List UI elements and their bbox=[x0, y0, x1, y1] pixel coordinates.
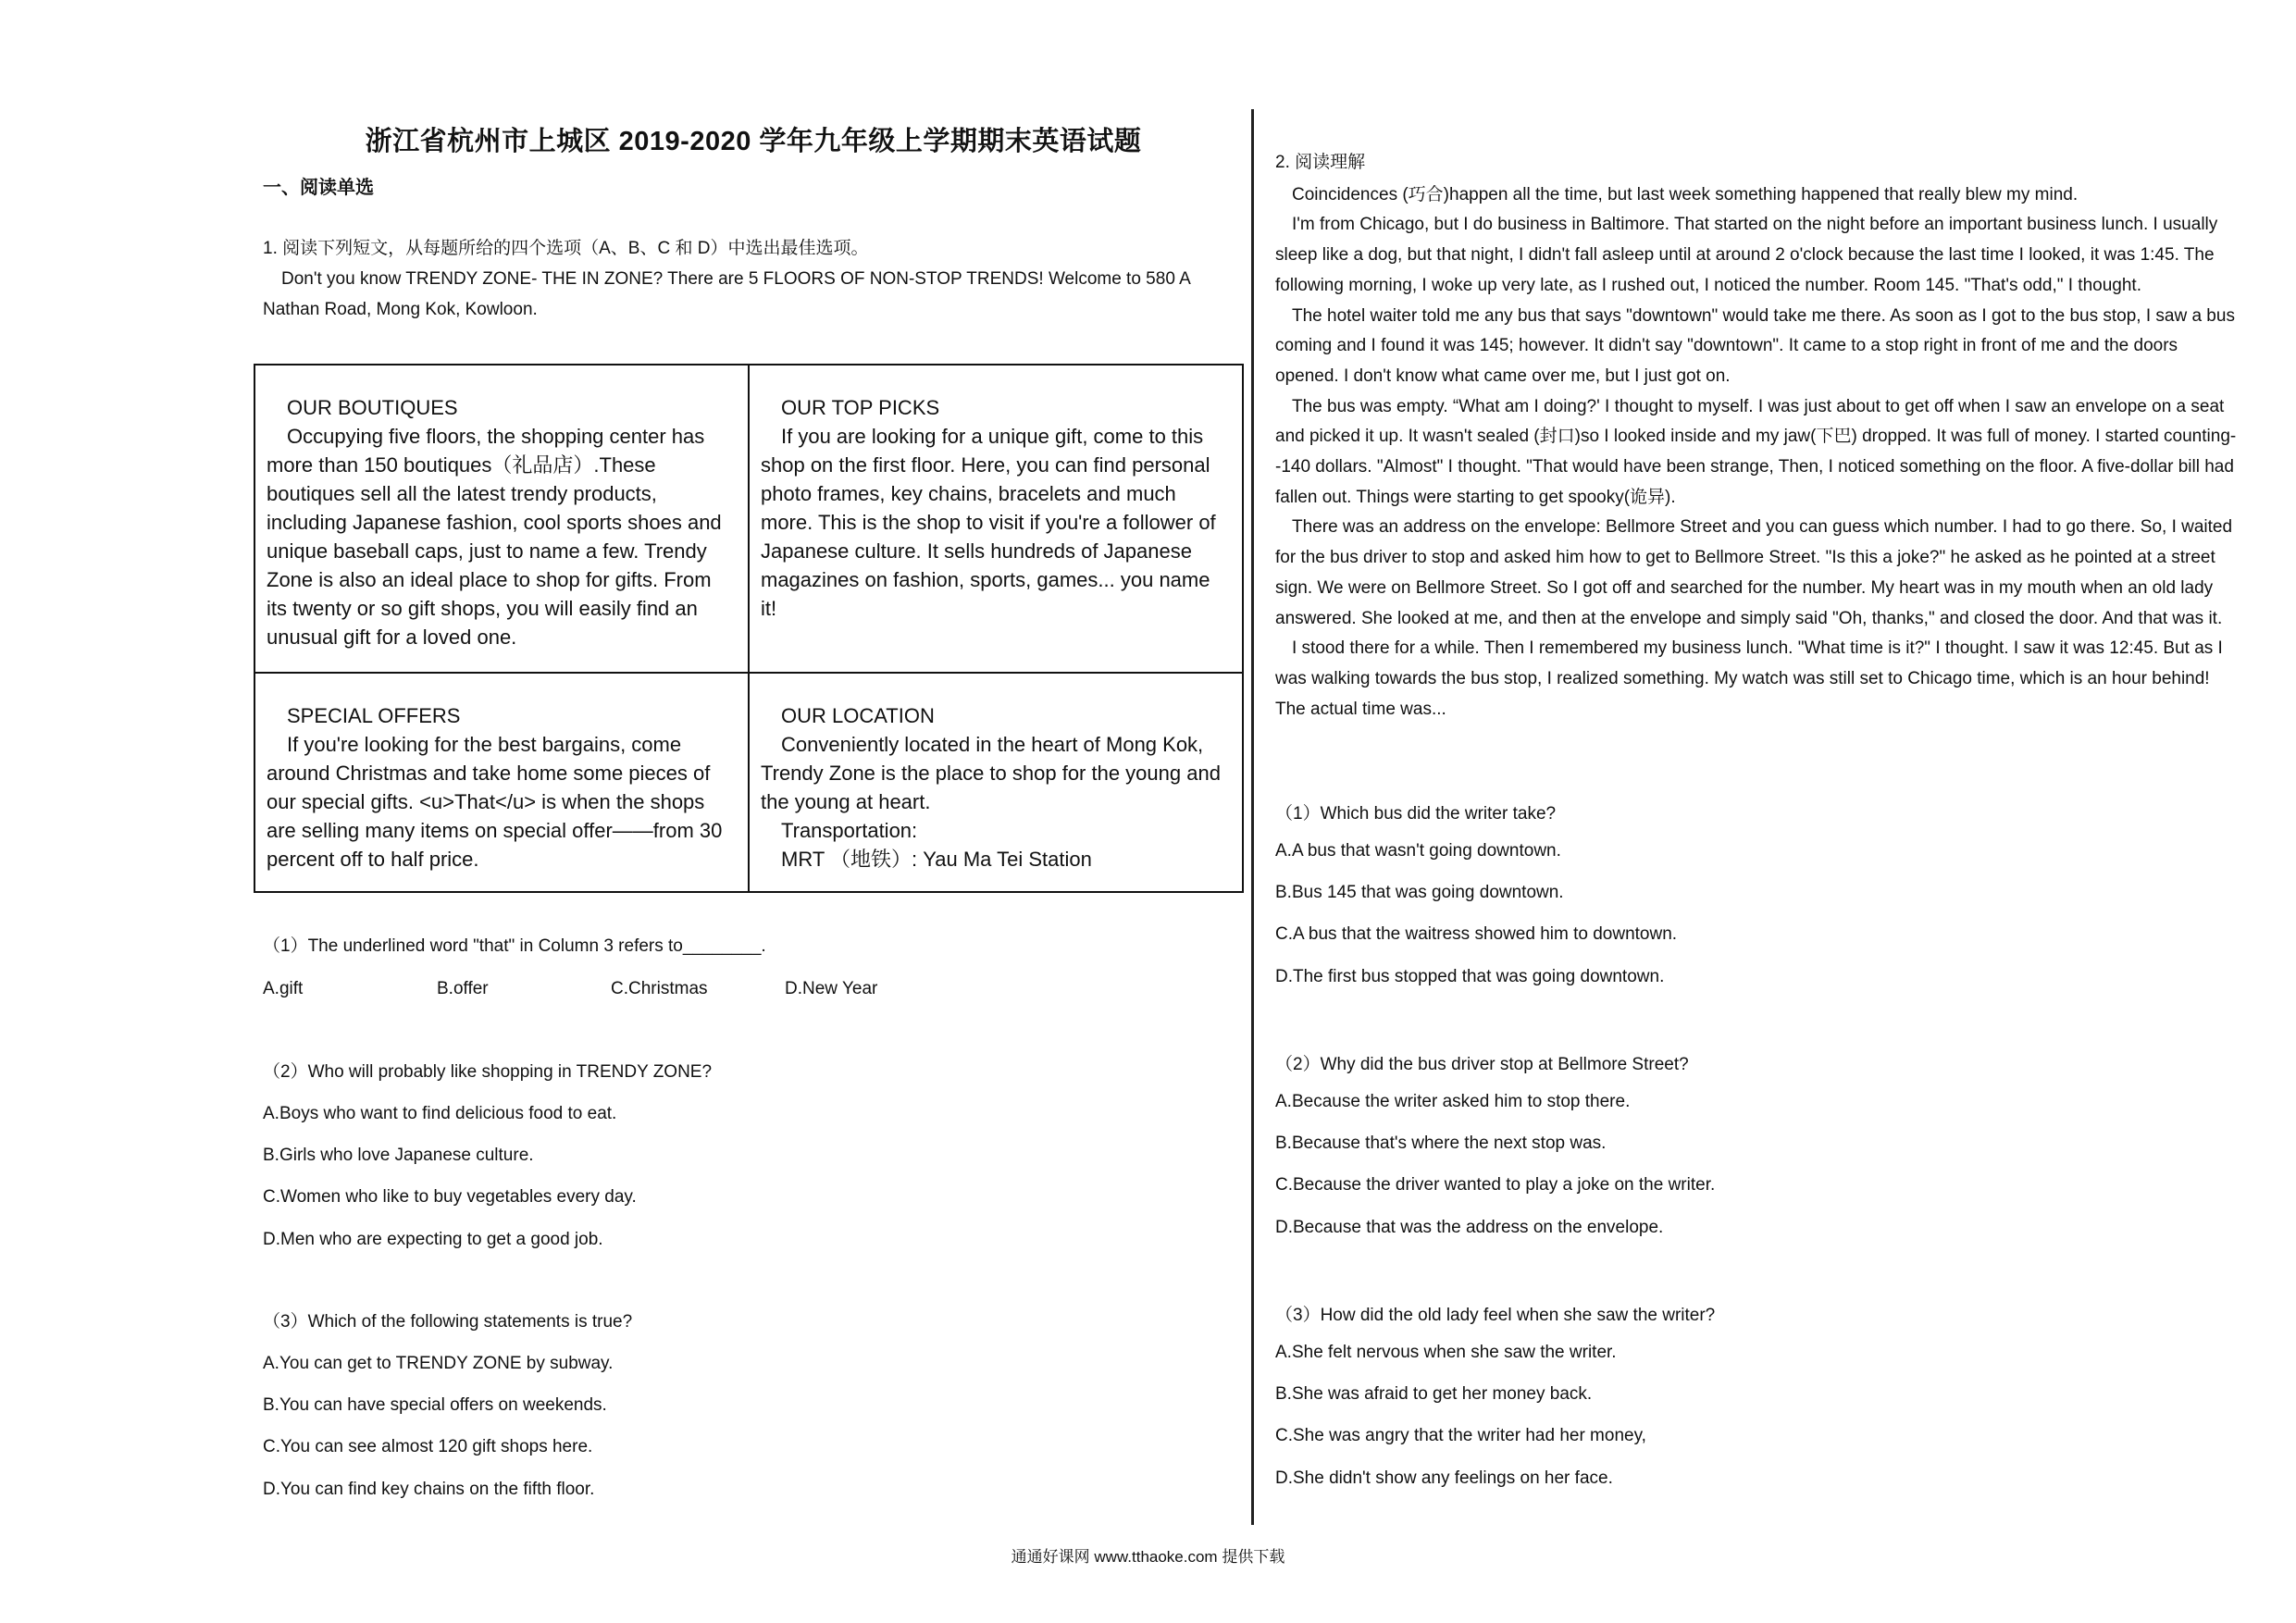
option: B.offer bbox=[437, 979, 489, 998]
box-heading: OUR TOP PICKS bbox=[781, 396, 940, 419]
page-footer: 通通好课网 www.tthaoke.com 提供下载 bbox=[1011, 1548, 1285, 1566]
passage-paragraph: There was an address on the envelope: Bellmore Street and you can guess which number. I had to go there. So, I waited for the bus driver to stop and asked him how to get to Bellmore Street. "Is this a joke?" he asked as he pointed at a street sign. We were on Bellmore Street. So I got off and searched for the number. My heart was in my mouth when an old lady answered. She looked at me, and then at the envelope and simply said "Oh, thanks," and closed the door. And that was it. bbox=[1275, 517, 2233, 628]
passage-paragraph: The hotel waiter told me any bus that says "downtown" would take me there. As soon as I got to the bus stop, I saw a bus coming and I found it was 145; however. It didn't say "downtown". It came to a stop right in front of me and the doors opened. I don't know what came over me, but I just got on. bbox=[1275, 305, 2235, 386]
option: A.She felt nervous when she saw the writer. bbox=[1275, 1343, 1617, 1362]
option: C.Because the driver wanted to play a joke on the writer. bbox=[1275, 1175, 1716, 1195]
option: A.gift bbox=[263, 979, 304, 998]
passage-paragraph: I stood there for a while. Then I remembered my business lunch. "What time is it?" I thought. I saw it was 12:45. But as I was walking towards the bus stop, I realized something. My watch was still set to Chicago time, which is an hour behind! The actual time was... bbox=[1275, 638, 2223, 719]
box-text: If you are looking for a unique gift, come to this shop on the first floor. Here, you can find personal photo frames, key chains, bracelets and much more. This is the shop to visit if you're a follower of Japanese culture. It sells hundreds of Japanese magazines on fashion, sports, games... you name it! bbox=[761, 425, 1216, 620]
info-table bbox=[254, 364, 1244, 893]
section-heading: 一、阅读单选 bbox=[263, 178, 374, 198]
box-heading: SPECIAL OFFERS bbox=[287, 704, 461, 728]
box-special-offers bbox=[254, 673, 749, 892]
box-text: If you're looking for the best bargains, come around Christmas and take home some pieces of our special gifts. <u>That</u> is when the shops are selling many items on special offer——from 30 percent off to half price. bbox=[267, 733, 723, 872]
option: D.Because that was the address on the envelope. bbox=[1275, 1218, 1664, 1237]
option: C.Women who like to buy vegetables every day. bbox=[263, 1187, 637, 1207]
option: C.She was angry that the writer had her money, bbox=[1275, 1426, 1646, 1445]
left-q1-options bbox=[263, 979, 1003, 999]
right-q1-stem: （1）Which bus did the writer take? bbox=[1275, 804, 1557, 824]
option: B.Girls who love Japanese culture. bbox=[263, 1146, 534, 1165]
option: C.You can see almost 120 gift shops here. bbox=[263, 1437, 593, 1456]
page-title: 浙江省杭州市上城区 2019-2020 学年九年级上学期期末英语试题 bbox=[365, 127, 1142, 156]
left-q3-stem: （3）Which of the following statements is true? bbox=[263, 1312, 633, 1332]
box-top-picks bbox=[749, 365, 1243, 673]
q1-passage-intro: Don't you know TRENDY ZONE- THE IN ZONE? There are 5 FLOORS OF NON-STOP TRENDS! Welcome to 580 A Nathan Road, Mong Kok, Kowloon. bbox=[263, 269, 1190, 319]
option: A.Boys who want to find delicious food to eat. bbox=[263, 1104, 617, 1123]
option: B.You can have special offers on weekends. bbox=[263, 1395, 607, 1415]
passage-paragraph: Coincidences (巧合)happen all the time, but last week something happened that really blew my mind. bbox=[1292, 184, 2079, 204]
q2-instruction: 2. 阅读理解 bbox=[1275, 153, 1366, 172]
option: D.New Year bbox=[785, 979, 878, 998]
box-location bbox=[749, 673, 1243, 892]
right-q3-stem: （3）How did the old lady feel when she saw the writer? bbox=[1275, 1306, 1716, 1325]
left-q2-stem: （2）Who will probably like shopping in TRENDY ZONE? bbox=[263, 1062, 713, 1082]
option: B.She was afraid to get her money back. bbox=[1275, 1384, 1593, 1404]
option: D.Men who are expecting to get a good job. bbox=[263, 1230, 603, 1249]
option: B.Bus 145 that was going downtown. bbox=[1275, 883, 1564, 902]
passage-paragraph: The bus was empty. “What am I doing?' I thought to myself. I was just about to get off when I saw an envelope on a seat and picked it up. It wasn't sealed (封口)so I looked inside and my jaw(下巴) dropped. It was full of money. I started counting--140 dollars. "Almost" I thought. "That would have been strange, Then, I noticed something on the floor. A five-dollar bill had fallen out. Things were starting to get spooky(诡异). bbox=[1275, 396, 2237, 507]
option: D.She didn't show any feelings on her face. bbox=[1275, 1468, 1613, 1488]
option: C.A bus that the waitress showed him to downtown. bbox=[1275, 924, 1678, 944]
box-boutiques bbox=[254, 365, 749, 673]
left-q1-stem: （1）The underlined word "that" in Column 3 refers to________. bbox=[263, 936, 766, 956]
box-heading: OUR LOCATION bbox=[781, 704, 935, 728]
option: D.The first bus stopped that was going downtown. bbox=[1275, 967, 1665, 986]
question-1-intro bbox=[263, 233, 1244, 325]
box-transport-label: Transportation: bbox=[781, 819, 918, 843]
option: C.Christmas bbox=[611, 979, 708, 998]
q1-instruction: 1. 阅读下列短文，从每题所给的四个选项（A、B、C 和 D）中选出最佳选项。 bbox=[263, 239, 869, 258]
option: A.You can get to TRENDY ZONE by subway. bbox=[263, 1354, 614, 1373]
passage-paragraph: I'm from Chicago, but I do business in Baltimore. That started on the night before an important business lunch. I usually sleep like a dog, but that night, I didn't fall asleep until at around 2 o'clock because the last time I looked, it was 1:45. The following morning, I woke up very late, as I rushed out, I noticed the number. Room 145. "That's odd," I thought. bbox=[1275, 215, 2218, 295]
option: A.Because the writer asked him to stop there. bbox=[1275, 1092, 1631, 1111]
reading-passage bbox=[1275, 148, 2238, 725]
box-text: Conveniently located in the heart of Mong Kok, Trendy Zone is the place to shop for the young and the young at heart. bbox=[761, 733, 1221, 814]
column-divider bbox=[1251, 109, 1254, 1525]
option: B.Because that's where the next stop was. bbox=[1275, 1134, 1607, 1153]
box-heading: OUR BOUTIQUES bbox=[287, 396, 458, 419]
box-transport-line: MRT （地铁）: Yau Ma Tei Station bbox=[781, 848, 1092, 872]
box-text: Occupying five floors, the shopping center has more than 150 boutiques（礼品店）.These boutiques sell all the latest trendy products, including Japanese fashion, cool sports shoes and unique baseball caps, just to name a few. Trendy Zone is also an ideal place to shop for gifts. From its twenty or so gift shops, you will easily find an unusual gift for a loved one. bbox=[267, 425, 722, 649]
option: A.A bus that wasn't going downtown. bbox=[1275, 841, 1561, 861]
right-q2-stem: （2）Why did the bus driver stop at Bellmore Street? bbox=[1275, 1055, 1689, 1074]
option: D.You can find key chains on the fifth floor. bbox=[263, 1480, 595, 1499]
